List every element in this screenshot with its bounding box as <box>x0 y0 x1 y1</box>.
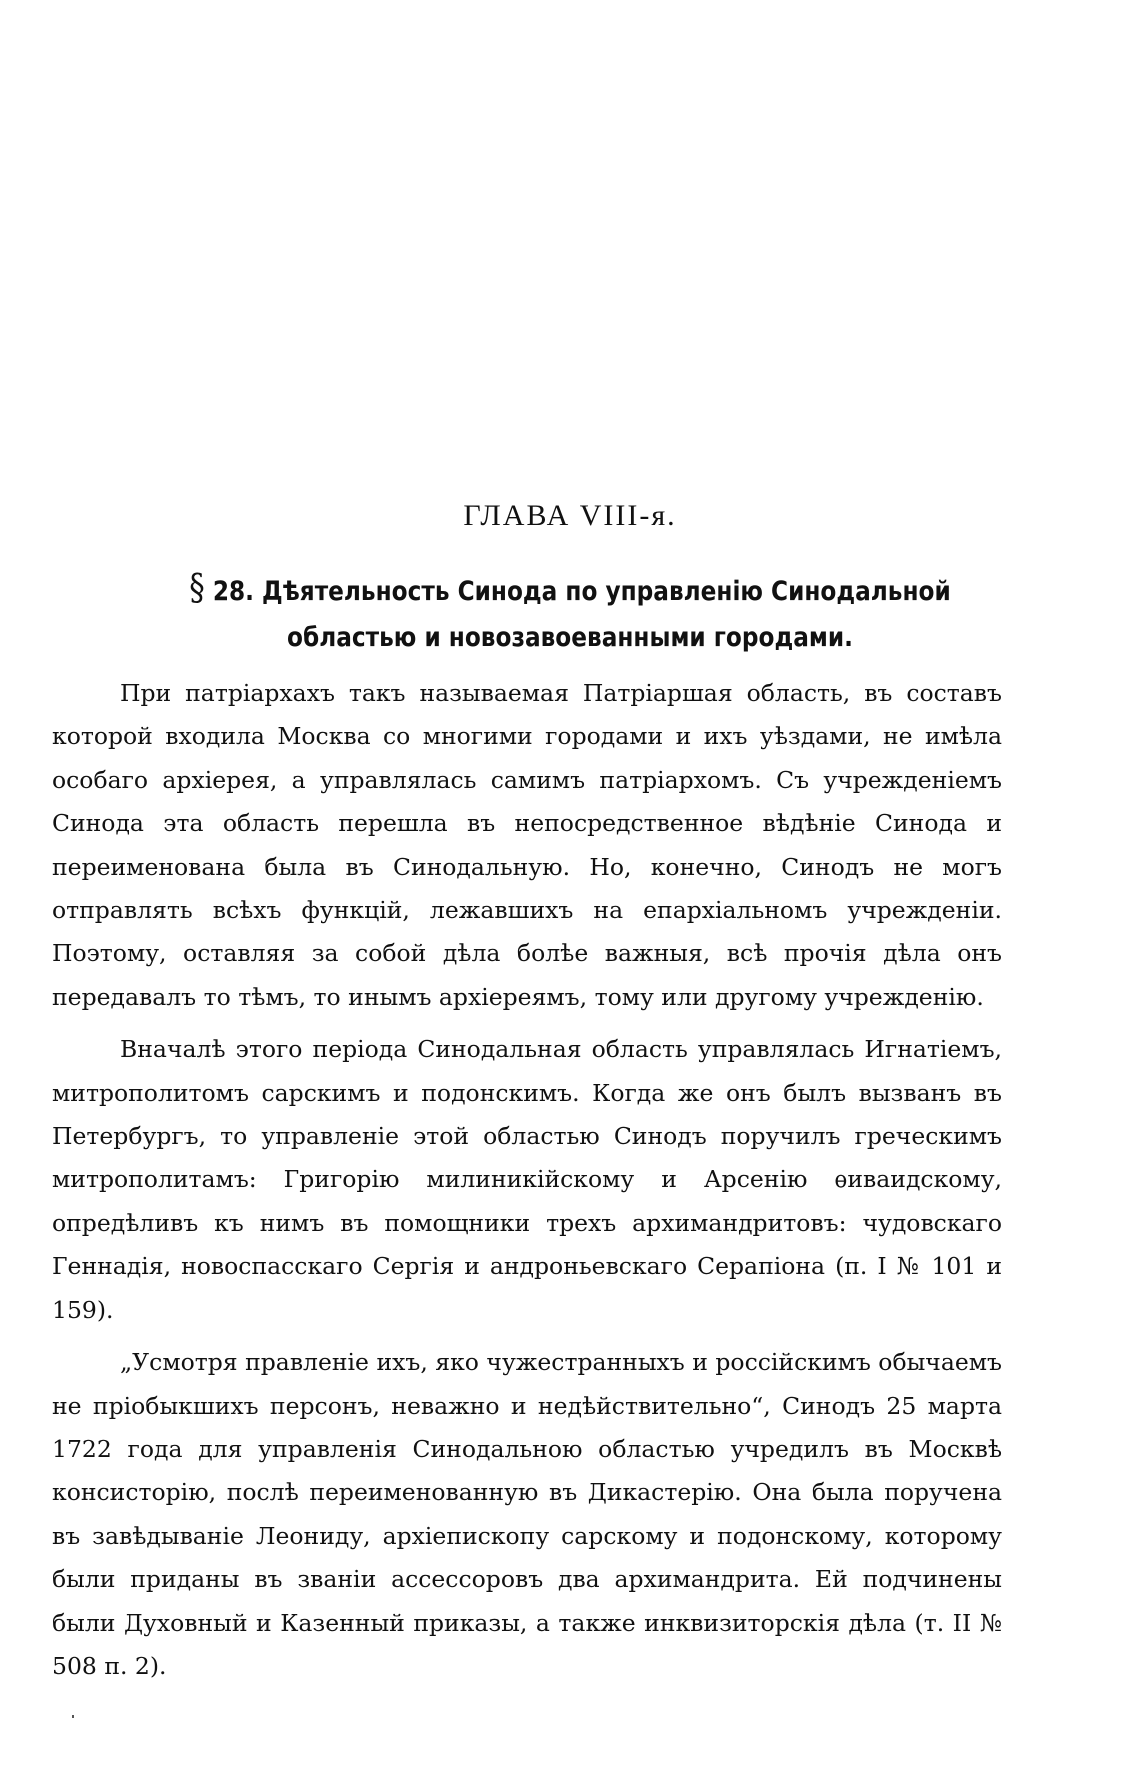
paragraph-3: „Усмотря правленіе ихъ, яко чужестранныхъ и россійскимъ обычаемъ не пріобыкшихъ персонъ, неважно и недѣйствительно“, Синодъ 25 марта 1722 года для управленія Синодальною областью учредилъ въ Москвѣ консисторію, послѣ переименованную въ Дикастерію. Она была поручена въ завѣдываніе Леониду, архіепископу сарскому и подонскому, которому были приданы въ званіи ассессоровъ два архимандрита. Ей подчинены были Духовный и Казенный приказы, а также инквизиторскія дѣла (т. II № 508 п. 2). <box>52 1348 1002 1680</box>
section-title: 28. Дѣятельность Синода по управленію Синодальной областью и новозавоеванными городами. <box>212 576 951 653</box>
section-sign: § <box>189 568 205 609</box>
body-text <box>52 672 1002 1697</box>
paragraph-1: При патріархахъ такъ называемая Патріаршая область, въ составъ которой входила Москва со многими городами и ихъ уѣздами, не имѣла особаго архіерея, а управлялась самимъ патріархомъ. Съ учрежденіемъ Синода эта область перешла въ непосредственное вѣдѣніе Синода и переименована была въ Синодальную. Но, конечно, Синодъ не могъ отправлять всѣхъ функцій, лежавшихъ на епархіальномъ учрежденіи. Поэтому, оставляя за собой дѣла болѣе важныя, всѣ прочія дѣла онъ передавалъ то тѣмъ, то инымъ архіереямъ, тому или другому учрежденію. <box>52 679 1002 1011</box>
scan-speck <box>72 1715 74 1718</box>
chapter-heading: ГЛАВА VIII-я. <box>463 499 677 532</box>
section-heading <box>131 566 1008 661</box>
paragraph-2: Вначалѣ этого періода Синодальная область управлялась Игнатіемъ, митрополитомъ сарскимъ и подонскимъ. Когда же онъ былъ вызванъ въ Петербургъ, то управленіе этой областью Синодъ поручилъ греческимъ митрополитамъ: Григорію милиникійскому и Арсенію ѳиваидскому, опредѣливъ къ нимъ въ помощники трехъ архимандритовъ: чудовскаго Геннадія, новоспасскаго Сергія и андроньевскаго Серапіона (п. I № 101 и 159). <box>52 1035 1002 1324</box>
